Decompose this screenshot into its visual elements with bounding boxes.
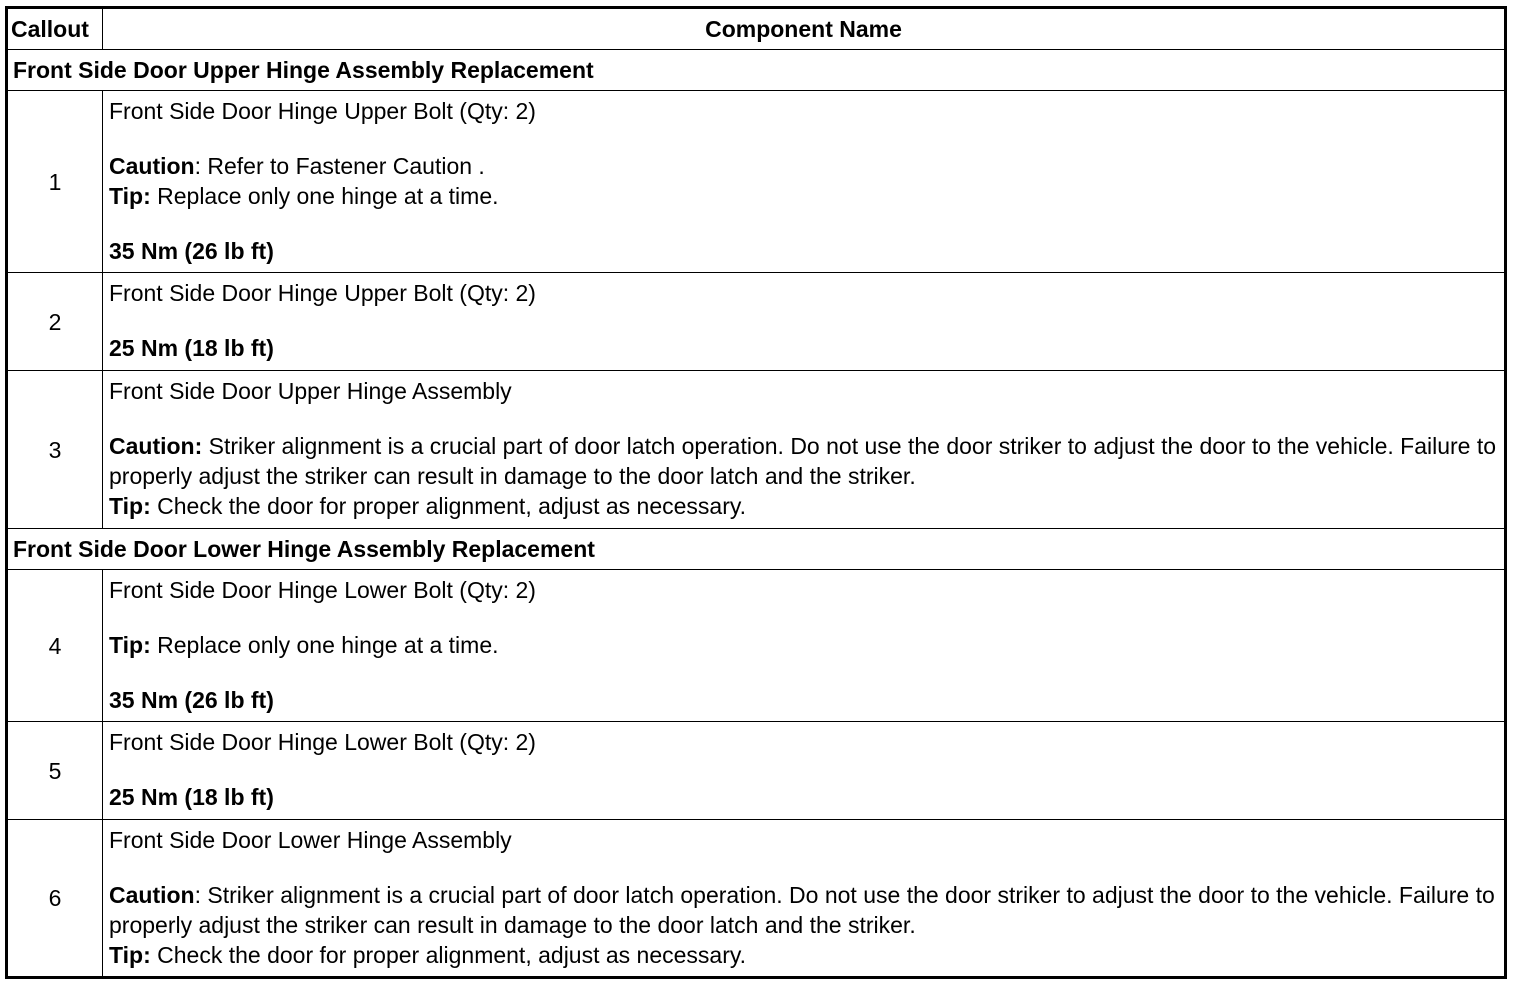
section-title: Front Side Door Upper Hinge Assembly Replacement xyxy=(7,50,1506,91)
component-name: Front Side Door Hinge Lower Bolt (Qty: 2) xyxy=(109,577,536,603)
tip-label: Tip: xyxy=(109,493,151,519)
table-row xyxy=(7,820,1506,978)
tip-line xyxy=(109,630,1498,660)
caution-text: : Refer to Fastener Caution . xyxy=(194,153,485,179)
section-title: Front Side Door Lower Hinge Assembly Replacement xyxy=(7,529,1506,570)
tip-label: Tip: xyxy=(109,183,151,209)
tip-line xyxy=(109,940,1498,970)
callout-number: 2 xyxy=(7,273,103,371)
callout-number: 1 xyxy=(7,91,103,273)
table-row xyxy=(7,273,1506,371)
component-description xyxy=(103,371,1506,529)
table-row xyxy=(7,371,1506,529)
caution-line xyxy=(109,431,1503,491)
torque-spec: 35 Nm (26 lb ft) xyxy=(109,687,274,713)
component-name: Front Side Door Hinge Lower Bolt (Qty: 2) xyxy=(109,729,536,755)
component-description xyxy=(103,273,1506,371)
caution-line xyxy=(109,880,1502,940)
tip-text: Check the door for proper alignment, adjust as necessary. xyxy=(150,942,747,968)
caution-text: : Striker alignment is a crucial part of door latch operation. Do not use the door striker to adjust the door to the vehicle. Failure to properly adjust the striker can result in damage to the door latch and the striker. xyxy=(109,882,1502,938)
tip-line xyxy=(109,491,1498,521)
tip-text: Replace only one hinge at a time. xyxy=(150,183,499,209)
tip-label: Tip: xyxy=(109,632,151,658)
callout-number: 6 xyxy=(7,820,103,978)
table-row xyxy=(7,570,1506,722)
callout-number: 4 xyxy=(7,570,103,722)
caution-text: Striker alignment is a crucial part of door latch operation. Do not use the door striker to adjust the door to the vehicle. Failure to properly adjust the striker can result in damage to the door latch and the striker. xyxy=(109,433,1503,489)
caution-label: Caution xyxy=(109,882,195,908)
section-row xyxy=(7,50,1506,91)
torque-spec: 25 Nm (18 lb ft) xyxy=(109,335,274,361)
callout-column-header: Callout xyxy=(7,8,103,50)
tip-line xyxy=(109,181,1498,211)
caution-line xyxy=(109,151,1498,181)
component-description xyxy=(103,722,1506,820)
tip-text: Replace only one hinge at a time. xyxy=(150,632,499,658)
section-row xyxy=(7,529,1506,570)
table-row xyxy=(7,91,1506,273)
component-table xyxy=(5,6,1507,979)
component-name: Front Side Door Hinge Upper Bolt (Qty: 2) xyxy=(109,280,536,306)
callout-number: 3 xyxy=(7,371,103,529)
torque-spec: 35 Nm (26 lb ft) xyxy=(109,238,274,264)
tip-text: Check the door for proper alignment, adjust as necessary. xyxy=(150,493,747,519)
caution-label: Caution xyxy=(109,153,195,179)
table-header-row xyxy=(7,8,1506,50)
component-description xyxy=(103,820,1506,978)
callout-number: 5 xyxy=(7,722,103,820)
component-name: Front Side Door Lower Hinge Assembly xyxy=(109,827,512,853)
component-name-column-header: Component Name xyxy=(103,8,1506,50)
torque-spec: 25 Nm (18 lb ft) xyxy=(109,784,274,810)
component-name: Front Side Door Hinge Upper Bolt (Qty: 2) xyxy=(109,98,536,124)
table-row xyxy=(7,722,1506,820)
component-description xyxy=(103,91,1506,273)
tip-label: Tip: xyxy=(109,942,151,968)
component-name: Front Side Door Upper Hinge Assembly xyxy=(109,378,512,404)
component-description xyxy=(103,570,1506,722)
caution-label: Caution: xyxy=(109,433,203,459)
